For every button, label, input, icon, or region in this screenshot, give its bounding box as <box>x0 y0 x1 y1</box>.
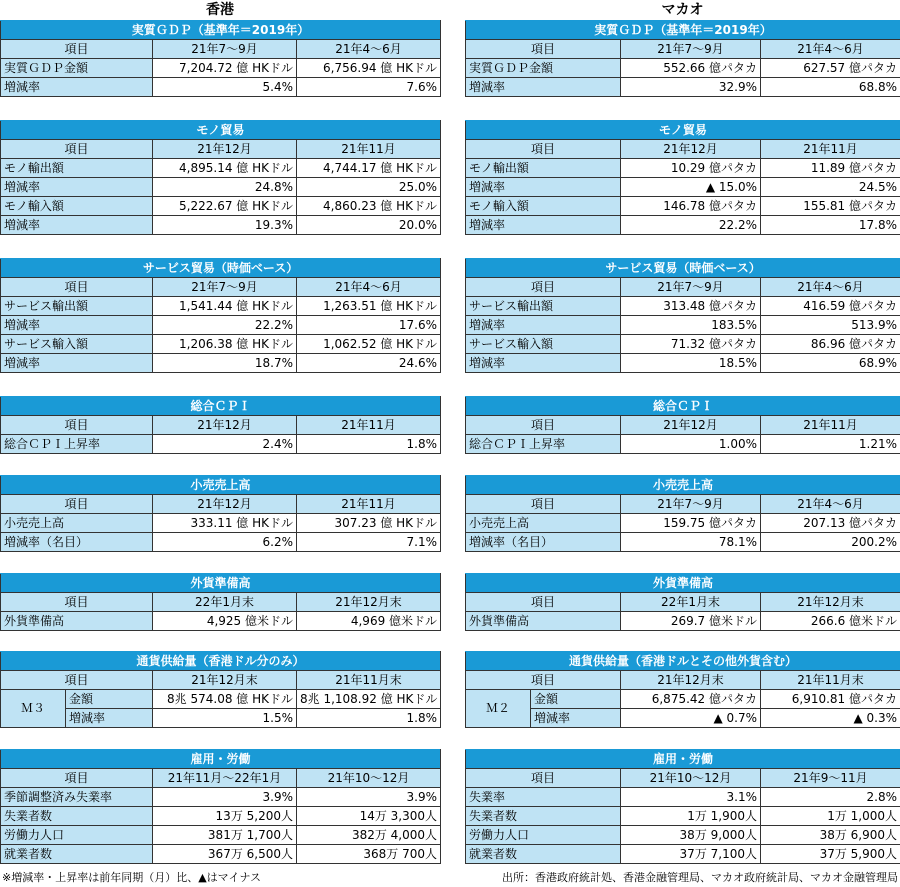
value-cell: 1,541.44 億 HKドル <box>153 297 297 316</box>
column-header: 21年7～9月 <box>621 495 761 514</box>
value-cell: 7.6% <box>297 78 441 97</box>
column-header: 項目 <box>1 671 153 690</box>
row-label: モノ輸出額 <box>1 159 153 178</box>
column-header: 項目 <box>1 416 153 435</box>
column-header: 項目 <box>466 769 621 788</box>
value-cell: 7,204.72 億 HKドル <box>153 59 297 78</box>
value-cell: 17.8% <box>761 216 900 235</box>
column-header: 21年9～11月 <box>761 769 900 788</box>
column-header: 21年11月 <box>761 416 900 435</box>
table-header-row <box>1 40 441 59</box>
value-cell: 4,895.14 億 HKドル <box>153 159 297 178</box>
table-row <box>1 197 441 216</box>
value-cell: 68.8% <box>761 78 900 97</box>
table-title-row <box>466 750 900 769</box>
row-label: 就業者数 <box>1 845 153 864</box>
column-header: 21年7～9月 <box>153 278 297 297</box>
value-cell: 313.48 億パタカ <box>621 297 761 316</box>
value-cell: 1,263.51 億 HKドル <box>297 297 441 316</box>
table-row <box>466 807 900 826</box>
value-cell: 19.3% <box>153 216 297 235</box>
value-cell: 71.32 億パタカ <box>621 335 761 354</box>
right-table-5 <box>465 573 900 631</box>
table-header-row <box>466 416 900 435</box>
table-title-row <box>1 259 441 278</box>
table-title: 雇用・労働 <box>466 750 900 769</box>
row-label: 増減率 <box>1 354 153 373</box>
table-title: 実質ＧＤＰ（基準年＝2019年） <box>1 21 441 40</box>
value-cell: 1,206.38 億 HKドル <box>153 335 297 354</box>
table-row <box>466 845 900 864</box>
table-title: 通貨供給量（香港ドル分のみ） <box>1 652 441 671</box>
table-row <box>1 533 441 552</box>
value-cell: 2.8% <box>761 788 900 807</box>
value-cell: 18.5% <box>621 354 761 373</box>
column-header: 項目 <box>466 416 621 435</box>
value-cell: 4,860.23 億 HKドル <box>297 197 441 216</box>
column-header: 21年11月末 <box>297 671 441 690</box>
column-header: 項目 <box>466 278 621 297</box>
column-header: 項目 <box>1 278 153 297</box>
value-cell: 1万 1,900人 <box>621 807 761 826</box>
column-header: 21年4～6月 <box>297 40 441 59</box>
column-header: 21年12月末 <box>297 593 441 612</box>
value-cell: 38万 6,900人 <box>761 826 900 845</box>
row-label: 増減率（名目） <box>466 533 621 552</box>
column-header: 項目 <box>466 140 621 159</box>
column-header: 21年12月 <box>153 495 297 514</box>
column-header: 21年11月 <box>297 416 441 435</box>
table-row <box>466 159 900 178</box>
table-header-row <box>1 593 441 612</box>
table-row <box>466 316 900 335</box>
value-cell: 1.00% <box>621 435 761 454</box>
value-cell: 18.7% <box>153 354 297 373</box>
left-table-4 <box>0 475 441 552</box>
column-header: 22年1月末 <box>621 593 761 612</box>
row-label: 増減率 <box>466 178 621 197</box>
table-title: サービス貿易（時価ベース） <box>1 259 441 278</box>
column-header: 21年4～6月 <box>761 278 900 297</box>
value-cell: 155.81 億パタカ <box>761 197 900 216</box>
column-header: 21年12月末 <box>761 593 900 612</box>
table-title: 総合ＣＰＩ <box>1 397 441 416</box>
right-table-2 <box>465 258 900 373</box>
value-cell: 5.4% <box>153 78 297 97</box>
table-header-row <box>466 769 900 788</box>
table-title: 小売売上高 <box>1 476 441 495</box>
table-row <box>466 297 900 316</box>
column-header: 21年12月 <box>621 140 761 159</box>
table-row <box>466 354 900 373</box>
row-label: モノ輸出額 <box>466 159 621 178</box>
value-cell: 86.96 億パタカ <box>761 335 900 354</box>
value-cell: 13万 5,200人 <box>153 807 297 826</box>
row-label: 小売売上高 <box>466 514 621 533</box>
table-title: 外貨準備高 <box>1 574 441 593</box>
row-label: サービス輸出額 <box>466 297 621 316</box>
row-label: 労働力人口 <box>466 826 621 845</box>
table-title-row <box>466 397 900 416</box>
table-title-row <box>1 121 441 140</box>
value-cell: 4,969 億米ドル <box>297 612 441 631</box>
table-row <box>466 178 900 197</box>
row-label: 金額 <box>531 690 621 709</box>
value-cell: 307.23 億 HKドル <box>297 514 441 533</box>
value-cell: 11.89 億パタカ <box>761 159 900 178</box>
row-label: 増減率 <box>466 78 621 97</box>
table-header-row <box>1 416 441 435</box>
table-row <box>466 826 900 845</box>
table-header-row <box>466 593 900 612</box>
right-table-3 <box>465 396 900 454</box>
table-title-row <box>466 652 900 671</box>
value-cell: 6,756.94 億 HKドル <box>297 59 441 78</box>
table-row <box>1 435 441 454</box>
value-cell: 183.5% <box>621 316 761 335</box>
table-title: モノ貿易 <box>466 121 900 140</box>
value-cell: ▲ 0.3% <box>761 709 900 728</box>
column-header: 21年11月 <box>761 140 900 159</box>
table-title-row <box>466 259 900 278</box>
group-label: Ｍ３ <box>1 690 66 728</box>
table-title-row <box>1 397 441 416</box>
row-label: 小売売上高 <box>1 514 153 533</box>
column-header: 21年11月 <box>297 495 441 514</box>
row-label: 総合ＣＰＩ上昇率 <box>466 435 621 454</box>
table-header-row <box>466 671 900 690</box>
column-header: 21年4～6月 <box>761 495 900 514</box>
row-label: モノ輸入額 <box>466 197 621 216</box>
row-label: 就業者数 <box>466 845 621 864</box>
value-cell: 20.0% <box>297 216 441 235</box>
source-note: 出所：香港政府統計処、香港金融管理局、マカオ政府統計局、マカオ金融管理局 <box>502 871 898 884</box>
value-cell: 1,062.52 億 HKドル <box>297 335 441 354</box>
hongkong-column-title: 香港 <box>206 2 234 18</box>
table-row <box>466 78 900 97</box>
value-cell: 3.9% <box>153 788 297 807</box>
value-cell: 10.29 億パタカ <box>621 159 761 178</box>
column-header: 21年11月末 <box>761 671 900 690</box>
table-header-row <box>466 278 900 297</box>
table-row <box>466 59 900 78</box>
value-cell: 38万 9,000人 <box>621 826 761 845</box>
value-cell: 22.2% <box>153 316 297 335</box>
table-title-row <box>466 574 900 593</box>
row-label: 失業者数 <box>1 807 153 826</box>
table-row <box>466 788 900 807</box>
column-header: 21年10～12月 <box>297 769 441 788</box>
table-title: モノ貿易 <box>1 121 441 140</box>
row-label: 金額 <box>66 690 153 709</box>
table-row <box>466 216 900 235</box>
column-header: 21年12月 <box>153 416 297 435</box>
table-row <box>1 335 441 354</box>
column-header: 21年7～9月 <box>621 278 761 297</box>
table-title: 総合ＣＰＩ <box>466 397 900 416</box>
value-cell: 367万 6,500人 <box>153 845 297 864</box>
column-header: 21年7～9月 <box>621 40 761 59</box>
value-cell: 8兆 574.08 億 HKドル <box>153 690 297 709</box>
value-cell: 5,222.67 億 HKドル <box>153 197 297 216</box>
left-table-1 <box>0 120 441 235</box>
table-row <box>1 807 441 826</box>
table-title: 小売売上高 <box>466 476 900 495</box>
value-cell: 159.75 億パタカ <box>621 514 761 533</box>
row-label: 増減率 <box>466 216 621 235</box>
column-header: 項目 <box>466 671 621 690</box>
table-header-row <box>1 140 441 159</box>
column-header: 項目 <box>466 593 621 612</box>
table-row <box>1 78 441 97</box>
table-row <box>1 59 441 78</box>
macau-column-title: マカオ <box>661 2 704 18</box>
value-cell: 3.1% <box>621 788 761 807</box>
table-row <box>466 533 900 552</box>
value-cell: 22.2% <box>621 216 761 235</box>
column-header: 21年12月末 <box>153 671 297 690</box>
column-header: 項目 <box>1 140 153 159</box>
table-row <box>466 690 900 709</box>
right-table-4 <box>465 475 900 552</box>
right-table-0 <box>465 20 900 97</box>
column-header: 項目 <box>466 40 621 59</box>
column-header: 項目 <box>466 495 621 514</box>
row-label: 増減率 <box>466 354 621 373</box>
value-cell: 333.11 億 HKドル <box>153 514 297 533</box>
footnote: ※増減率・上昇率は前年同期（月）比、▲はマイナス <box>2 871 262 884</box>
row-label: サービス輸入額 <box>1 335 153 354</box>
left-table-2 <box>0 258 441 373</box>
row-label: サービス輸出額 <box>1 297 153 316</box>
value-cell: 6,910.81 億パタカ <box>761 690 900 709</box>
table-title-row <box>466 121 900 140</box>
value-cell: 513.9% <box>761 316 900 335</box>
table-row <box>466 435 900 454</box>
value-cell: 14万 3,300人 <box>297 807 441 826</box>
table-row <box>1 354 441 373</box>
value-cell: 37万 7,100人 <box>621 845 761 864</box>
table-header-row <box>1 769 441 788</box>
value-cell: 4,925 億米ドル <box>153 612 297 631</box>
left-table-7 <box>0 749 441 864</box>
table-title-row <box>1 652 441 671</box>
row-label: 増減率 <box>1 178 153 197</box>
table-title-row <box>1 574 441 593</box>
table-row <box>1 845 441 864</box>
value-cell: 6.2% <box>153 533 297 552</box>
value-cell: 381万 1,700人 <box>153 826 297 845</box>
value-cell: 1.5% <box>153 709 297 728</box>
table-row <box>1 316 441 335</box>
column-header: 22年1月末 <box>153 593 297 612</box>
table-title: 通貨供給量（香港ドルとその他外貨含む） <box>466 652 900 671</box>
row-label: 失業者数 <box>466 807 621 826</box>
value-cell: 24.8% <box>153 178 297 197</box>
table-header-row <box>1 495 441 514</box>
row-label: 失業率 <box>466 788 621 807</box>
row-label: 実質ＧＤＰ金額 <box>466 59 621 78</box>
value-cell: 78.1% <box>621 533 761 552</box>
value-cell: 24.5% <box>761 178 900 197</box>
value-cell: 552.66 億パタカ <box>621 59 761 78</box>
table-title-row <box>1 476 441 495</box>
row-label: 増減率 <box>1 316 153 335</box>
column-header: 項目 <box>1 40 153 59</box>
column-header: 21年10～12月 <box>621 769 761 788</box>
value-cell: 1万 1,000人 <box>761 807 900 826</box>
value-cell: 8兆 1,108.92 億 HKドル <box>297 690 441 709</box>
column-header: 21年12月末 <box>621 671 761 690</box>
column-header: 21年4～6月 <box>297 278 441 297</box>
row-label: 増減率 <box>1 216 153 235</box>
table-row <box>1 612 441 631</box>
value-cell: 7.1% <box>297 533 441 552</box>
value-cell: 1.8% <box>297 709 441 728</box>
table-row <box>1 826 441 845</box>
value-cell: 368万 700人 <box>297 845 441 864</box>
value-cell: 2.4% <box>153 435 297 454</box>
right-table-6 <box>465 651 900 728</box>
column-header: 21年11月 <box>297 140 441 159</box>
value-cell: 6,875.42 億パタカ <box>621 690 761 709</box>
row-label: 外貨準備高 <box>1 612 153 631</box>
table-row <box>1 690 441 709</box>
value-cell: 3.9% <box>297 788 441 807</box>
table-row <box>1 178 441 197</box>
table-title: サービス貿易（時価ベース） <box>466 259 900 278</box>
table-title-row <box>1 750 441 769</box>
row-label: 増減率（名目） <box>1 533 153 552</box>
value-cell: 266.6 億米ドル <box>761 612 900 631</box>
value-cell: 68.9% <box>761 354 900 373</box>
left-table-5 <box>0 573 441 631</box>
column-header: 項目 <box>1 495 153 514</box>
value-cell: 207.13 億パタカ <box>761 514 900 533</box>
value-cell: ▲ 15.0% <box>621 178 761 197</box>
table-row <box>1 788 441 807</box>
row-label: 労働力人口 <box>1 826 153 845</box>
value-cell: 627.57 億パタカ <box>761 59 900 78</box>
table-title-row <box>1 21 441 40</box>
value-cell: 32.9% <box>621 78 761 97</box>
value-cell: 416.59 億パタカ <box>761 297 900 316</box>
table-row <box>466 612 900 631</box>
value-cell: 1.8% <box>297 435 441 454</box>
table-header-row <box>466 495 900 514</box>
table-row <box>466 514 900 533</box>
row-label: 増減率 <box>66 709 153 728</box>
row-label: 総合ＣＰＩ上昇率 <box>1 435 153 454</box>
column-header: 21年7～9月 <box>153 40 297 59</box>
column-header: 項目 <box>1 769 153 788</box>
left-table-6 <box>0 651 441 728</box>
column-header: 21年4～6月 <box>761 40 900 59</box>
row-label: サービス輸入額 <box>466 335 621 354</box>
row-label: 増減率 <box>531 709 621 728</box>
table-row <box>1 297 441 316</box>
right-table-7 <box>465 749 900 864</box>
table-header-row <box>1 671 441 690</box>
value-cell: 146.78 億パタカ <box>621 197 761 216</box>
value-cell: 1.21% <box>761 435 900 454</box>
value-cell: 17.6% <box>297 316 441 335</box>
left-table-3 <box>0 396 441 454</box>
table-title: 雇用・労働 <box>1 750 441 769</box>
table-row <box>466 709 900 728</box>
right-table-1 <box>465 120 900 235</box>
row-label: 外貨準備高 <box>466 612 621 631</box>
column-header: 項目 <box>1 593 153 612</box>
value-cell: 200.2% <box>761 533 900 552</box>
row-label: モノ輸入額 <box>1 197 153 216</box>
value-cell: 37万 5,900人 <box>761 845 900 864</box>
column-header: 21年11月～22年1月 <box>153 769 297 788</box>
table-header-row <box>466 40 900 59</box>
table-header-row <box>466 140 900 159</box>
row-label: 実質ＧＤＰ金額 <box>1 59 153 78</box>
table-title-row <box>466 21 900 40</box>
table-header-row <box>1 278 441 297</box>
table-row <box>1 514 441 533</box>
value-cell: 269.7 億米ドル <box>621 612 761 631</box>
left-table-0 <box>0 20 441 97</box>
column-header: 21年12月 <box>153 140 297 159</box>
table-row <box>466 197 900 216</box>
value-cell: 24.6% <box>297 354 441 373</box>
group-label: Ｍ２ <box>466 690 531 728</box>
value-cell: 25.0% <box>297 178 441 197</box>
row-label: 増減率 <box>466 316 621 335</box>
value-cell: 4,744.17 億 HKドル <box>297 159 441 178</box>
row-label: 季節調整済み失業率 <box>1 788 153 807</box>
value-cell: 382万 4,000人 <box>297 826 441 845</box>
row-label: 増減率 <box>1 78 153 97</box>
table-row <box>1 159 441 178</box>
table-title-row <box>466 476 900 495</box>
table-row <box>466 335 900 354</box>
table-title: 外貨準備高 <box>466 574 900 593</box>
table-row <box>1 709 441 728</box>
column-header: 21年12月 <box>621 416 761 435</box>
table-title: 実質ＧＤＰ（基準年＝2019年） <box>466 21 900 40</box>
table-row <box>1 216 441 235</box>
value-cell: ▲ 0.7% <box>621 709 761 728</box>
